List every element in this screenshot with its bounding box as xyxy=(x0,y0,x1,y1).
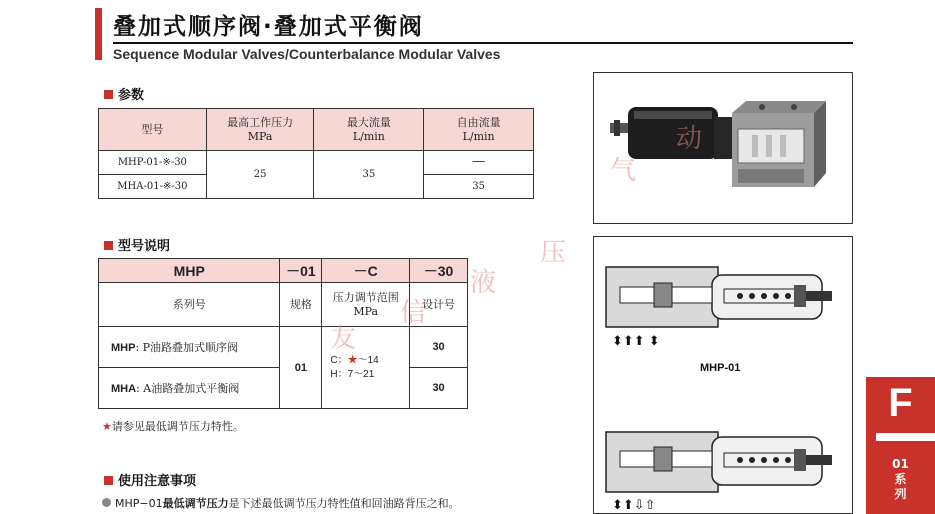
star-icon: ★ xyxy=(102,420,112,433)
side-tab-series: 01 系 列 xyxy=(892,457,909,501)
params-table xyxy=(98,108,534,199)
valve-photo-illustration xyxy=(594,73,853,224)
spec-value: 01 xyxy=(280,327,322,409)
diagram-label: MHP-01 xyxy=(700,362,741,374)
title-accent-bar xyxy=(95,8,102,60)
cell-pressure: 25 xyxy=(206,151,314,199)
square-bullet-icon xyxy=(104,241,113,250)
watermark-char: 压 xyxy=(540,238,567,268)
star-icon: ★ xyxy=(347,354,358,366)
side-tab-letter: F xyxy=(888,381,913,425)
watermark-char: 友 xyxy=(330,324,357,354)
section-params-heading: 参数 xyxy=(104,84,144,103)
code-series: MHP xyxy=(99,259,280,283)
header-design: 设计号 xyxy=(410,283,468,327)
page-subtitle: Sequence Modular Valves/Counterbalance Modular Valves xyxy=(113,46,501,62)
cell-model: MHA-01-※-30 xyxy=(99,175,207,199)
header-range: 压力调节范围 MPa xyxy=(322,283,410,327)
design-mha: 30 xyxy=(410,368,468,409)
watermark-char: 信 xyxy=(400,298,427,328)
design-mhp: 30 xyxy=(410,327,468,368)
cell-free-flow: ── xyxy=(424,151,534,175)
header-spec: 规格 xyxy=(280,283,322,327)
watermark-char: 动 xyxy=(676,124,703,154)
code-design: －30 xyxy=(410,259,468,283)
header-max-pressure: 最高工作压力 MPa xyxy=(206,109,314,151)
watermark-char: 液 xyxy=(470,268,497,298)
header-max-flow: 最大流量 L/min xyxy=(314,109,424,151)
header-series: 系列号 xyxy=(99,283,280,327)
section-model-heading: 型号说明 xyxy=(104,235,170,254)
cell-model: MHP-01-※-30 xyxy=(99,151,207,175)
title-divider xyxy=(113,42,853,44)
code-range: －C xyxy=(322,259,410,283)
table-row xyxy=(99,151,534,175)
square-bullet-icon xyxy=(104,476,113,485)
product-photo xyxy=(593,72,853,224)
series-mha: MHA: A油路叠加式平衡阀 xyxy=(99,368,280,409)
side-tab-divider xyxy=(876,433,935,441)
series-mhp: MHP: P油路叠加式顺序阀 xyxy=(99,327,280,368)
page-title: 叠加式顺序阀·叠加式平衡阀 xyxy=(113,14,424,40)
model-code-table xyxy=(98,258,468,409)
cell-flow: 35 xyxy=(314,151,424,199)
cell-free-flow: 35 xyxy=(424,175,534,199)
valve-cross-section-diagram xyxy=(594,237,853,514)
usage-note: MHP−01最低调节压力是下述最低调节压力特性值和回油路背压之和。 xyxy=(102,495,460,511)
svg-text:⬍⬆⇩⇧: ⬍⬆⇩⇧ xyxy=(612,498,656,513)
bullet-dot-icon xyxy=(102,498,111,507)
svg-text:⬍⬆⬆ ⬍: ⬍⬆⬆ ⬍ xyxy=(612,334,660,349)
square-bullet-icon xyxy=(104,90,113,99)
range-values: C：★～14 H：7～21 xyxy=(322,327,410,409)
code-spec: －01 xyxy=(280,259,322,283)
watermark-char: 气 xyxy=(610,156,637,186)
side-section-tab xyxy=(866,377,935,514)
star-note: ★请参见最低调节压力特性。 xyxy=(102,420,244,433)
header-model: 型号 xyxy=(99,109,207,151)
section-notes-heading: 使用注意事项 xyxy=(104,470,196,489)
header-free-flow: 自由流量 L/min xyxy=(424,109,534,151)
section-diagram-box xyxy=(593,236,853,514)
